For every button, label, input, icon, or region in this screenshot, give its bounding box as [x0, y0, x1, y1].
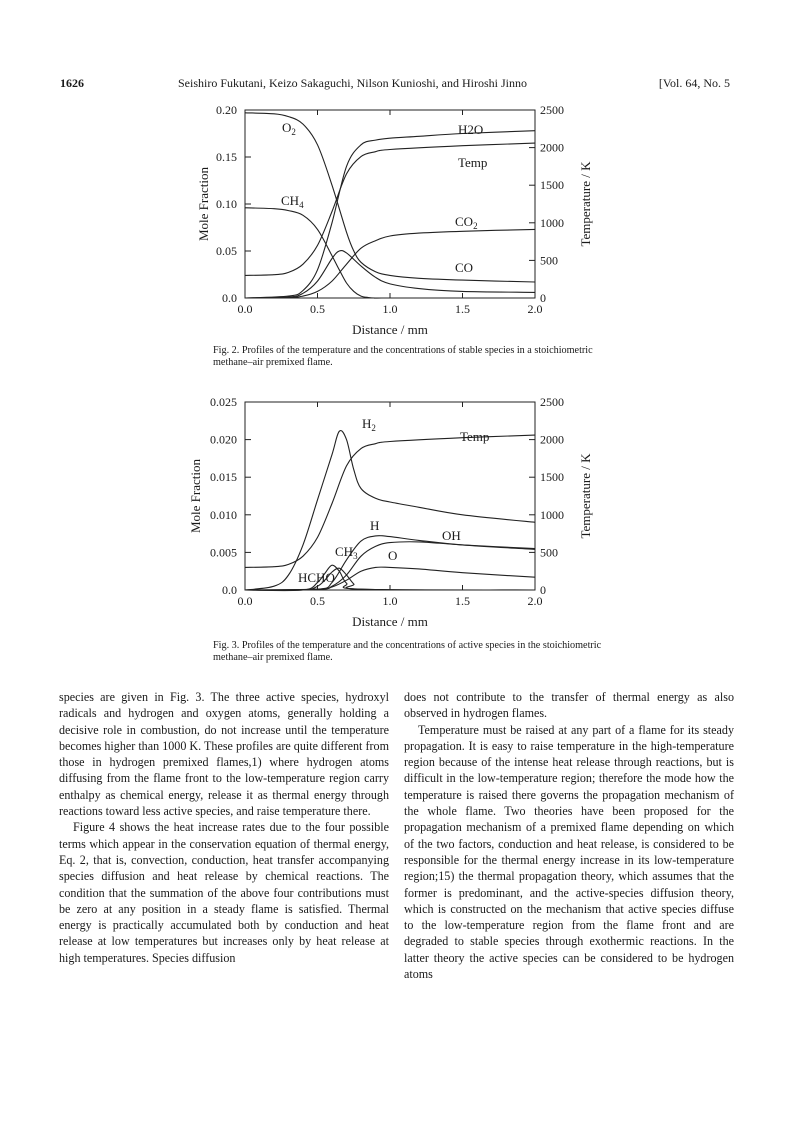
- series-label-h: H: [370, 518, 380, 533]
- series-label-temp: Temp: [458, 155, 488, 170]
- series-label-co2: $CO_2$: [455, 214, 478, 231]
- y-right-tick-label: 2000: [540, 432, 564, 447]
- y-tick-label: 0.10: [216, 197, 237, 211]
- series-label-o: O: [388, 548, 398, 563]
- y-tick-label: 0.010: [210, 507, 237, 522]
- y-tick-label: 0.015: [210, 470, 237, 485]
- series-label-hcho: HCHO: [298, 570, 335, 585]
- y-right-tick-label: 1500: [540, 178, 564, 193]
- y-right-tick-label: 500: [540, 253, 558, 268]
- series-label-h2: $H_2$: [362, 416, 376, 433]
- x-tick-label: 1.5: [455, 594, 470, 608]
- x-axis-label: Distance / mm: [352, 614, 428, 629]
- series-label-co: CO: [455, 260, 474, 275]
- series-label-temp: Temp: [460, 429, 490, 444]
- x-tick-label: 2.0: [527, 302, 543, 316]
- y-right-tick-label: 500: [540, 545, 558, 560]
- y-right-tick-label: 1000: [540, 507, 564, 522]
- series-label-ch3: $CH_3$: [335, 544, 358, 561]
- figure-2-chart: [196, 103, 593, 337]
- series-line-temp: [245, 143, 535, 275]
- x-tick-label: 0.5: [310, 302, 325, 316]
- figure-3-chart: [188, 395, 593, 629]
- y-tick-label: 0.0: [222, 291, 237, 305]
- x-tick-label: 1.5: [455, 302, 470, 316]
- y-tick-label: 0.020: [210, 432, 237, 447]
- y-right-tick-label: 1500: [540, 470, 564, 485]
- series-label-o2: $O_2$: [282, 120, 296, 137]
- body-paragraph: Temperature must be raised at any part of a flame for its steady propagation. It is easy to raise temperature in the high-temperature region because of the intense heat release through reactions, but is difficult in the low-temperature region; therefore the mode how the temperature is raised there governs the propagation mechanism of the whole flame. Two theories have been proposed for the propagation mechanism of a premixed flame depending on which of the two factors, conduction and heat release, is considered to be responsible for the thermal energy increase in its low-temperature region;15) the thermal propagation theory, which assumes that the former is predominant, and the active-species diffusion theory, which is constructed on the mechanism that active species diffuse to the low-temperature region from the flame front and are degraded to stable species through exothermic reactions. In the latter theory the active species can be considered to be hydrogen atoms: [404, 722, 734, 982]
- series-label-ch4: $CH_4$: [281, 193, 304, 210]
- y-tick-label: 0.005: [210, 545, 237, 560]
- body-paragraph: Figure 4 shows the heat increase rates due to the four possible terms which appear in the conservation equation of thermal energy, Eq. 2, that is, convection, conduction, heat transfer accompanying species diffusion and heat release by chemical reactions. The condition that the summation of the above four contributions must be zero at any position in a steady flame is satisfied. Thermal energy is practically accumulated both by conduction and heat release at low temperatures but increases only by heat release at high temperatures. Species diffusion: [59, 820, 389, 965]
- y-tick-label: 0.0: [222, 583, 237, 597]
- series-line-h2: [245, 431, 535, 590]
- y-tick-label: 0.20: [216, 103, 237, 117]
- series-line-co: [245, 251, 535, 298]
- y-axis-label: Mole Fraction: [188, 458, 203, 534]
- x-tick-label: 0.5: [310, 594, 325, 608]
- y-tick-label: 0.15: [216, 150, 237, 164]
- body-paragraph: does not contribute to the transfer of thermal energy as also observed in hydrogen flames.: [404, 690, 734, 721]
- figure-2-caption-label: Fig. 2.: [213, 345, 240, 356]
- series-line-ch4: [245, 208, 535, 298]
- figure-2-caption-text: Profiles of the temperature and the concentrations of stable species in a stoichiometric methane–air premixed flame.: [213, 345, 593, 368]
- y-right-tick-label: 1000: [540, 215, 564, 230]
- x-tick-label: 1.0: [382, 594, 398, 608]
- body-column-right: [404, 689, 734, 982]
- figure-2-caption: [213, 345, 633, 369]
- body-paragraph: species are given in Fig. 3. The three active species, hydroxyl radicals and hydrogen and oxygen atoms, generally holding a decisive role in combustion, do not increase until the temperature becomes higher than 1000 K. These profiles are quite different from those in hydrogen premixed flames,1) where hydrogen atoms diffusing from the flame front to the low-temperature region carry enthalpy as chemical energy, release it as thermal energy through reactions toward less active species, and raise temperature there.: [59, 690, 389, 819]
- y-right-tick-label: 2500: [540, 103, 564, 117]
- series-line-co2: [245, 229, 535, 298]
- figure-3-caption: [213, 640, 633, 664]
- y-right-tick-label: 0: [540, 583, 546, 597]
- y-right-tick-label: 2000: [540, 140, 564, 155]
- y-right-axis-label: Temperature / K: [578, 453, 593, 539]
- x-tick-label: 1.0: [382, 302, 398, 316]
- page-number: 1626: [60, 76, 84, 90]
- x-tick-label: 0.0: [237, 594, 253, 608]
- header-volume: [Vol. 64, No. 5: [658, 76, 730, 90]
- header-authors: Seishiro Fukutani, Keizo Sakaguchi, Nilson Kunioshi, and Hiroshi Jinno: [178, 76, 527, 90]
- x-tick-label: 0.0: [237, 302, 253, 316]
- figure-3-caption-label: Fig. 3.: [213, 640, 240, 651]
- series-label-oh: OH: [442, 528, 461, 543]
- x-axis-label: Distance / mm: [352, 322, 428, 337]
- y-axis-label: Mole Fraction: [196, 166, 211, 242]
- y-tick-label: 0.025: [210, 395, 237, 409]
- figure-3-caption-text: Profiles of the temperature and the concentrations of active species in the stoichiometric methane–air premixed flame.: [213, 640, 602, 663]
- y-right-axis-label: Temperature / K: [578, 161, 593, 247]
- x-tick-label: 2.0: [527, 594, 543, 608]
- series-label-h2o: H2O: [458, 122, 484, 137]
- y-right-tick-label: 2500: [540, 395, 564, 409]
- body-column-left: [59, 689, 389, 966]
- y-tick-label: 0.05: [216, 244, 237, 258]
- y-right-tick-label: 0: [540, 291, 546, 305]
